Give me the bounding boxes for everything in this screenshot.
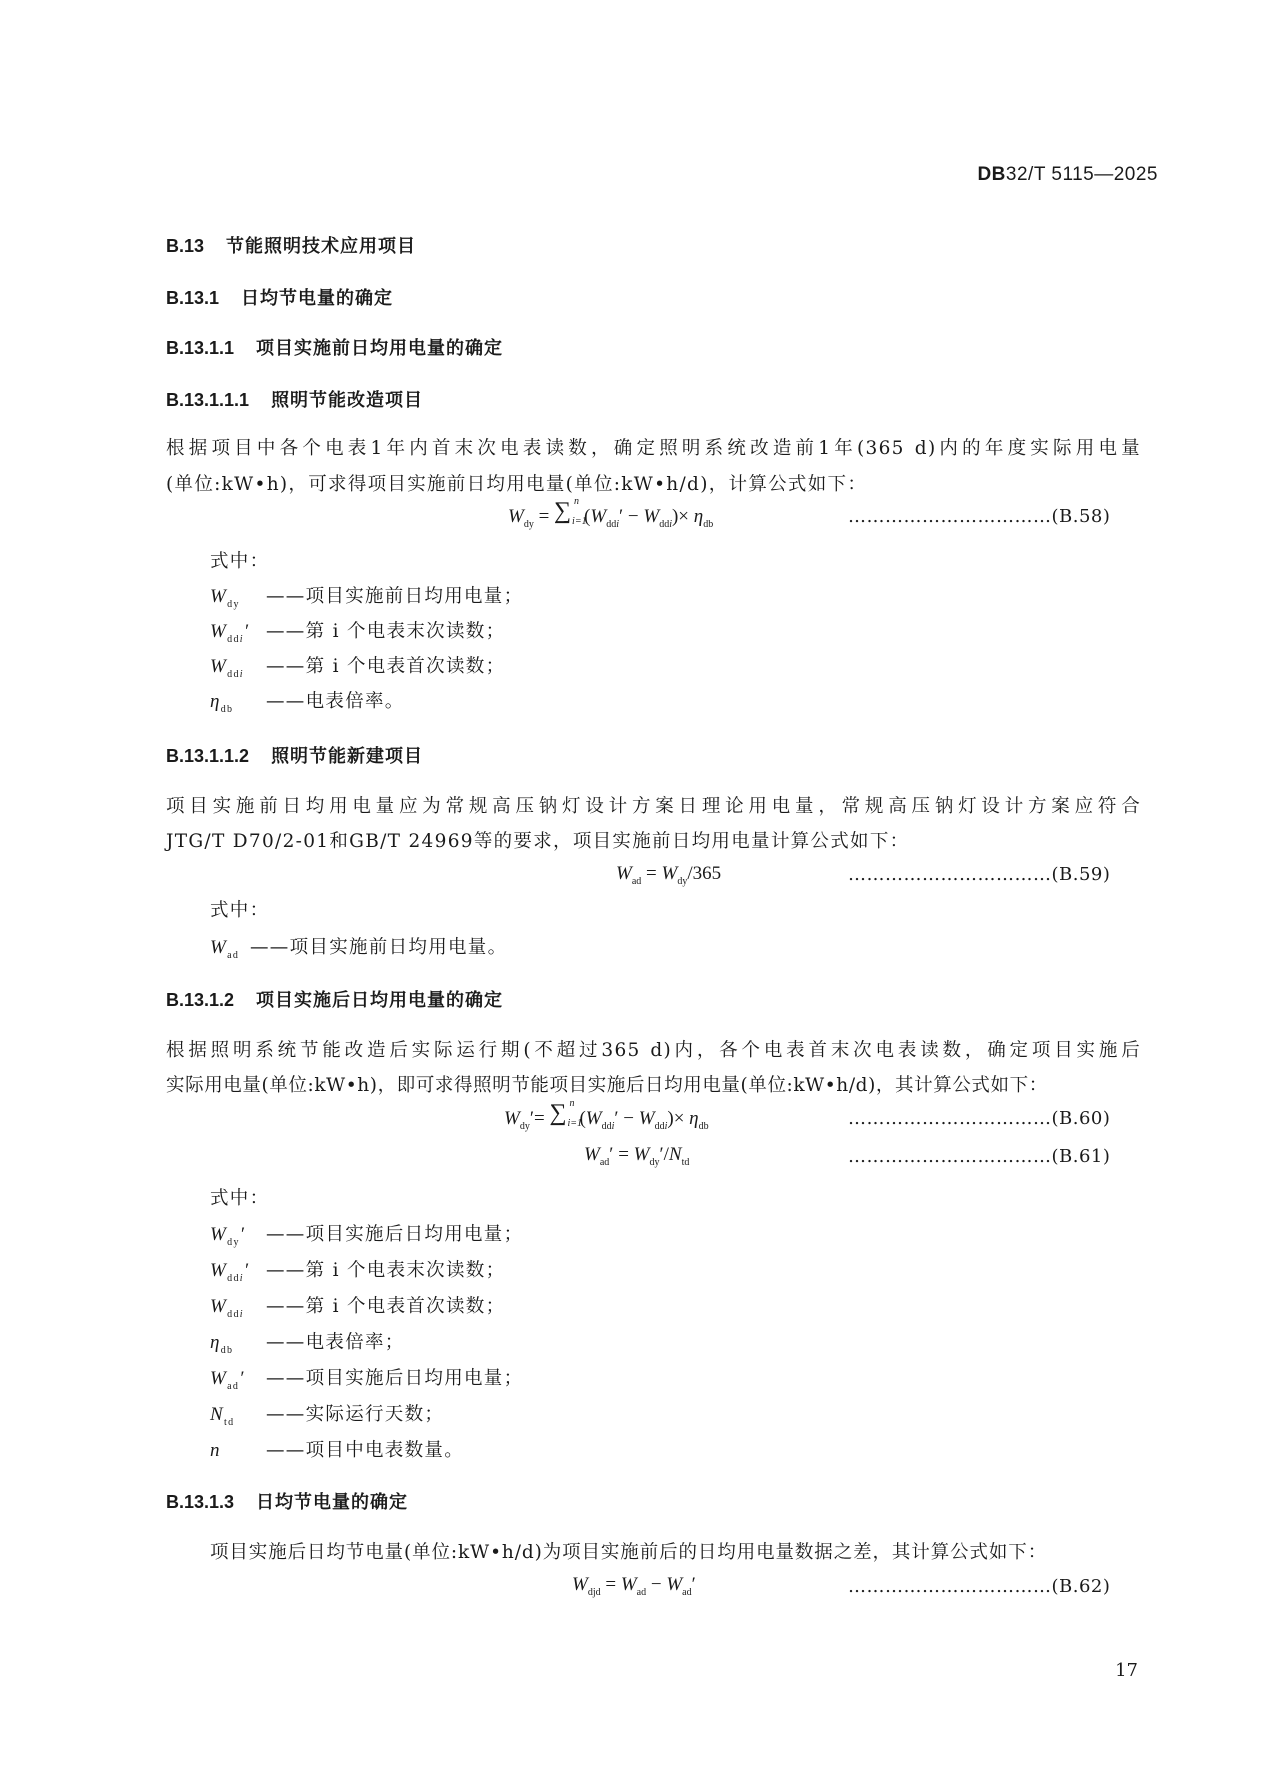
- page-number: 17: [1115, 1660, 1138, 1681]
- section-heading-b131: B.13.1 日均节电量的确定: [166, 288, 394, 308]
- definition-item: $W_{ddi}$ ——第 i 个电表首次读数；: [210, 656, 506, 680]
- definition-item: $\eta_{db}$ ——电表倍率；: [210, 1332, 405, 1356]
- document-code: DB32/T 5115—2025: [977, 164, 1158, 185]
- definition-item: $W_{ddi}'$ ——第 i 个电表末次读数；: [210, 621, 506, 645]
- definition-item: $W_{dy}$ ——项目实施前日均用电量；: [210, 586, 524, 610]
- section-heading-b13112: B.13.1.1.2 照明节能新建项目: [166, 746, 424, 766]
- section-heading-b13: B.13 节能照明技术应用项目: [166, 236, 417, 256]
- section-heading-b13111: B.13.1.1.1 照明节能改造项目: [166, 390, 424, 410]
- definition-item: $W_{ad}$ ——项目实施前日均用电量。: [210, 937, 508, 961]
- equation-number: ……………………………(B.62): [848, 1576, 1111, 1597]
- paragraph-line: 项目实施前日均用电量应为常规高压钠灯设计方案日理论用电量，常规高压钠灯设计方案应符合: [166, 796, 1141, 817]
- where-label: 式中：: [210, 551, 270, 572]
- definition-item: $W_{ddi}'$ ——第 i 个电表末次读数；: [210, 1260, 506, 1284]
- definition-item: $W_{ddi}$ ——第 i 个电表首次读数；: [210, 1296, 506, 1320]
- section-heading-b1313: B.13.1.3 日均节电量的确定: [166, 1492, 409, 1512]
- equation-number: ……………………………(B.59): [848, 864, 1111, 885]
- paragraph-line: (单位:kW•h)，可求得项目实施前日均用电量(单位:kW•h/d)，计算公式如下：: [166, 474, 868, 495]
- where-label: 式中：: [210, 1188, 270, 1209]
- paragraph-line: 项目实施后日均节电量(单位:kW•h/d)为项目实施前后的日均用电量数据之差，其计算公式如下：: [210, 1542, 1048, 1563]
- formula-b62: $W_{djd} = W_{ad} - W_{ad}'$: [572, 1574, 696, 1598]
- definition-item: $N_{td}$ ——实际运行天数；: [210, 1404, 445, 1428]
- definition-item: $\eta_{db}$ ——电表倍率。: [210, 691, 405, 715]
- paragraph-line: 实际用电量(单位:kW•h)，即可求得照明节能项目实施后日均用电量(单位:kW•h/d)，其计算公式如下：: [166, 1075, 1048, 1096]
- formula-b59: $W_{ad} = W_{dy}/365$: [616, 863, 722, 887]
- paragraph-line: 根据项目中各个电表1年内首末次电表读数，确定照明系统改造前1年(365 d)内的年度实际用电量: [166, 438, 1141, 459]
- where-label: 式中：: [210, 900, 270, 921]
- paragraph-line: JTG/T D70/2-01和GB/T 24969等的要求，项目实施前日均用电量计算公式如下：: [166, 831, 910, 852]
- equation-number: ……………………………(B.58): [848, 506, 1111, 527]
- formula-b61: $W_{ad}' = W_{dy}'/N_{td}$: [584, 1144, 690, 1168]
- definition-item: $W_{ad}'$ ——项目实施后日均用电量；: [210, 1368, 524, 1392]
- paragraph-line: 根据照明系统节能改造后实际运行期(不超过365 d)内，各个电表首末次电表读数，确定项目实施后: [166, 1040, 1141, 1061]
- definition-item: n ——项目中电表数量。: [210, 1440, 465, 1461]
- equation-number: ……………………………(B.60): [848, 1108, 1111, 1129]
- formula-b60: $W_{dy}'=$ ∑ n i=1 $(W_{ddi}' - W_{ddi})\times \eta_{db}$: [504, 1098, 709, 1132]
- section-heading-b1312: B.13.1.2 项目实施后日均用电量的确定: [166, 990, 504, 1010]
- equation-number: ……………………………(B.61): [848, 1146, 1111, 1167]
- section-heading-b1311: B.13.1.1 项目实施前日均用电量的确定: [166, 338, 504, 358]
- formula-b58: $W_{dy}$ = ∑ n i=1 $(W_{ddi}' - W_{ddi})\times \eta_{db}$: [508, 496, 714, 530]
- definition-item: $W_{dy}'$ ——项目实施后日均用电量；: [210, 1224, 524, 1248]
